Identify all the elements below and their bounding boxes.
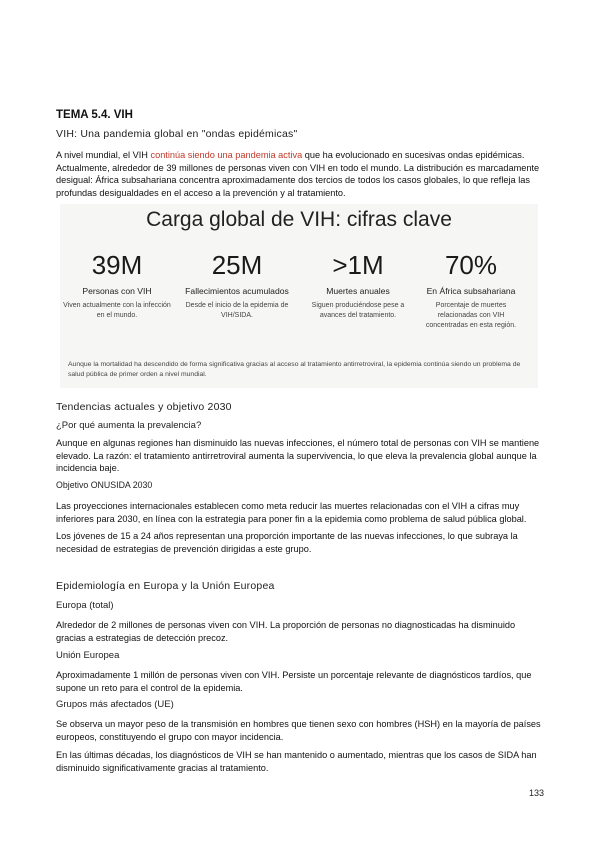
eu-paragraph: Aproximadamente 1 millón de personas viven con VIH. Persiste un porcentaje relevante de diagnósticos tardíos, que supone un reto para el control de la epidemia.	[56, 670, 532, 693]
stat-label: Muertes anuales	[326, 286, 390, 296]
stat-description: Desde el inicio de la epidemia de VIH/SIDA.	[185, 302, 289, 319]
section-subtitle: VIH: Una pandemia global en "ondas epidémicas"	[56, 128, 298, 140]
youth-paragraph: Los jóvenes de 15 a 24 años representan una proporción importante de las nuevas infecciones, lo que subraya la necesidad de estrategias de prevención dirigidas a este grupo.	[56, 531, 518, 554]
stat-description: Viven actualmente con la infección en el mundo.	[63, 302, 171, 319]
stat-label: En África subsahariana	[426, 286, 516, 296]
stat-cumulative-deaths	[182, 250, 292, 321]
onusida-paragraph: Las proyecciones internacionales establecen como meta reducir las muertes relacionadas con el VIH a cifras muy inferiores para 2030, en línea con la estrategia para poner fin a la epidemia como problema de salud pública global.	[56, 501, 527, 524]
stat-label: Fallecimientos acumulados	[185, 286, 289, 296]
trends-heading: Tendencias actuales y objetivo 2030	[56, 401, 232, 413]
stat-description: Porcentaje de muertes relacionadas con VIH concentradas en esta región.	[425, 302, 517, 329]
groups-paragraph-2: En las últimas décadas, los diagnósticos de VIH se han mantenido o aumentado, mientras que los casos de SIDA han disminuido significativamente gracias al tratamiento.	[56, 750, 537, 773]
prevalence-question: ¿Por qué aumenta la prevalencia?	[56, 420, 202, 431]
europe-heading: Epidemiología en Europa y la Unión Europea	[56, 580, 275, 592]
intro-text-1: A nivel mundial, el VIH	[56, 150, 151, 160]
stat-subsaharan-africa	[416, 250, 526, 331]
europe-total-paragraph: Alrededor de 2 millones de personas viven con VIH. La proporción de personas no diagnosticadas ha disminuido gracias a estrategias de detección precoz.	[56, 620, 516, 643]
key-figures-infographic	[60, 204, 538, 388]
prevalence-paragraph: Aunque en algunas regiones han disminuido las nuevas infecciones, el número total de personas con VIH se mantiene elevado. La razón: el tratamiento antirretroviral aumenta la supervivencia, lo que eleva la prevalencia global aunque la incidencia baje.	[56, 438, 540, 473]
intro-highlight: continúa siendo una pandemia activa	[150, 150, 303, 160]
stat-annual-deaths	[303, 250, 413, 321]
onusida-heading: Objetivo ONUSIDA 2030	[56, 480, 153, 490]
infographic-note: Aunque la mortalidad ha descendido de forma significativa gracias al acceso al tratamiento antirretroviral, la epidemia continúa siendo un problema de salud pública de primer orden a nivel mundial.	[68, 361, 521, 378]
europe-total-heading: Europa (total)	[56, 600, 114, 611]
stat-value: 39M	[91, 250, 143, 280]
groups-heading: Grupos más afectados (UE)	[56, 699, 174, 710]
intro-paragraph	[56, 149, 546, 199]
stat-label: Personas con VIH	[82, 286, 152, 296]
groups-paragraph-1: Se observa un mayor peso de la transmisión en hombres que tienen sexo con hombres (HSH) en la mayoría de países europeos, constituyendo el grupo con mayor incidencia.	[56, 719, 541, 742]
infographic-title: Carga global de VIH: cifras clave	[146, 208, 452, 231]
stat-people-living	[62, 250, 172, 321]
stat-description: Siguen produciéndose pese a avances del tratamiento.	[311, 302, 405, 319]
stat-value: >1M	[332, 250, 384, 280]
stat-value: 25M	[211, 250, 263, 280]
eu-heading: Unión Europea	[56, 650, 120, 661]
section-heading: TEMA 5.4. VIH	[56, 109, 133, 121]
page-number: 133	[528, 788, 544, 798]
intro-text-2: que ha evolucionado en sucesivas ondas epidémicas. Actualmente, alrededor de 39 millones de personas viven con VIH en todo el mundo. La distribución es marcadamente desigual: África subsahariana concentra aproximadamente dos tercios de todos los casos globales, lo que refleja las profundas desigualdades en el acceso a la prevención y al tratamiento.	[56, 150, 540, 198]
stat-value: 70%	[444, 250, 498, 280]
